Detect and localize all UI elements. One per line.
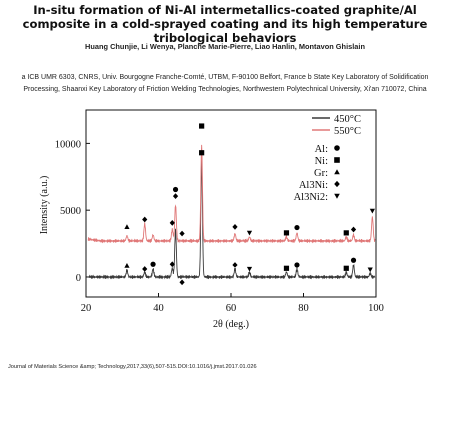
phase-marker-diamond xyxy=(232,262,237,268)
phase-marker-diamond xyxy=(142,217,147,223)
phase-marker-circle xyxy=(173,187,178,192)
phase-marker-square xyxy=(284,230,289,235)
phase-marker-square xyxy=(344,230,349,235)
phase-marker-diamond xyxy=(142,266,147,272)
x-axis-label: 2θ (deg.) xyxy=(213,319,249,330)
phase-marker-square xyxy=(284,266,289,271)
paper-authors: Huang Chunjie, Li Wenya, Planche Marie-Pierre, Liao Hanlin, Montavon Ghislain xyxy=(85,42,365,51)
phase-marker-diamond xyxy=(232,224,237,230)
phase-marker-circle xyxy=(294,225,299,230)
phase-marker-triangle-down xyxy=(247,267,252,272)
phase-legend-symbol-square xyxy=(334,157,340,163)
phase-marker-triangle-down xyxy=(247,231,252,236)
y-tick-label: 0 xyxy=(75,272,81,284)
phase-marker-diamond xyxy=(179,231,184,237)
paper-title: In-situ formation of Ni-Al intermetallics-coated graphite/Al composite in a cold-sprayed coating and its high temperature tribological behaviors xyxy=(22,3,428,45)
series-line-1 xyxy=(88,145,375,243)
paper-affiliations: a ICB UMR 6303, CNRS, Univ. Bourgogne Franche-Comté, UTBM, F-90100 Belfort, France b State Key Laboratory of Solidification Processing, Shaanxi Key Laboratory of Friction Welding Technologies, Northwestern Polytechnical University, Xi'an 710072, China xyxy=(21,74,429,93)
phase-legend-label: Al3Ni2: xyxy=(293,192,328,203)
x-tick-label: 80 xyxy=(298,303,309,314)
phase-marker-circle xyxy=(294,262,299,267)
phase-legend-label: Al: xyxy=(314,144,328,155)
y-tick-label: 10000 xyxy=(54,139,81,151)
phase-marker-triangle-down xyxy=(368,268,373,273)
series-line-0 xyxy=(88,159,375,279)
phase-legend-label: Gr: xyxy=(314,168,328,179)
y-axis-label: Intensity (a.u.) xyxy=(39,175,50,235)
phase-marker-square xyxy=(199,123,204,128)
phase-marker-diamond xyxy=(351,227,356,233)
x-tick-label: 40 xyxy=(153,303,164,314)
phase-legend-symbol-circle xyxy=(334,145,340,151)
phase-marker-circle xyxy=(150,262,155,267)
plot-frame xyxy=(86,110,376,297)
phase-legend-symbol-triangle-down xyxy=(334,194,340,199)
phase-legend-symbol-diamond xyxy=(334,181,340,187)
phase-marker-circle xyxy=(351,258,356,263)
legend-label-1: 550°C xyxy=(334,126,361,137)
phase-legend-label: Al3Ni: xyxy=(298,180,328,191)
phase-marker-square xyxy=(344,266,349,271)
phase-legend-label: Ni: xyxy=(314,156,328,167)
phase-marker-triangle-up xyxy=(124,224,129,229)
y-tick-label: 5000 xyxy=(60,206,81,218)
phase-marker-triangle-down xyxy=(370,209,375,214)
x-tick-label: 100 xyxy=(368,303,384,314)
phase-marker-square xyxy=(199,150,204,155)
phase-marker-diamond xyxy=(179,279,184,285)
paper-citation: Journal of Materials Science &amp; Technology,2017,33(6),507-515.DOI:10.1016/j.jmst.2017.01.026 xyxy=(8,364,257,370)
phase-legend-symbol-triangle-up xyxy=(334,169,340,174)
phase-marker-triangle-up xyxy=(124,263,129,268)
x-tick-label: 60 xyxy=(225,303,237,314)
x-tick-label: 20 xyxy=(80,303,92,314)
phase-marker-diamond xyxy=(173,193,178,199)
legend-label-0: 450°C xyxy=(334,114,361,125)
